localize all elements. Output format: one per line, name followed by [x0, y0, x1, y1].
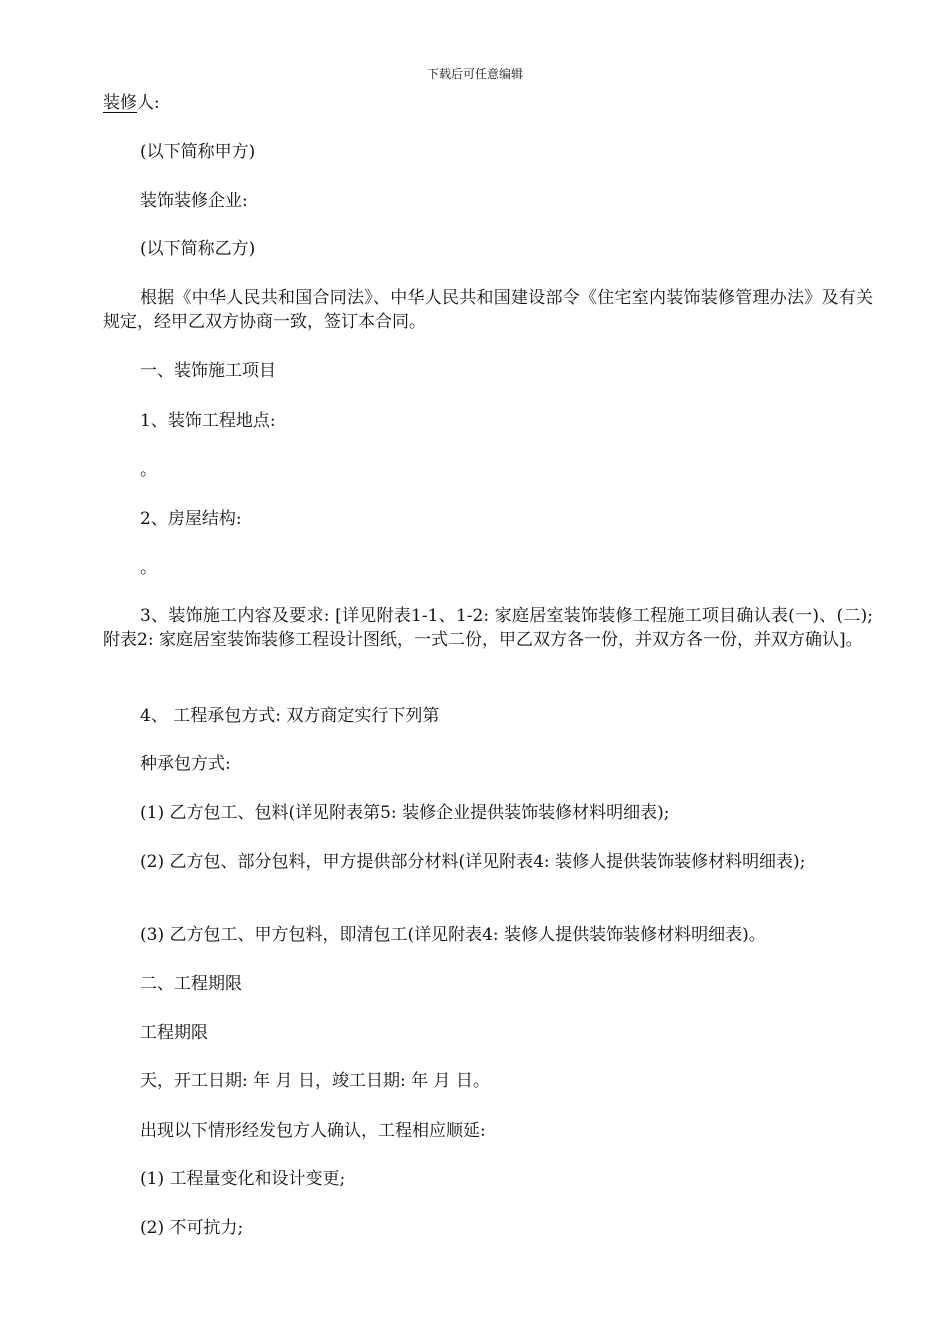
item-2-value: 。 — [140, 558, 157, 578]
mode-option-1: (1) 乙方包工、包料(详见附表第5: 装修企业提供装饰装修材料明细表); — [140, 803, 670, 823]
party-b-note: (以下简称乙方) — [140, 239, 256, 259]
party-b-label: 装饰装修企业: — [140, 191, 248, 211]
duration-label: 工程期限 — [140, 1023, 208, 1043]
party-a-label — [103, 91, 873, 115]
party-a-note: (以下简称甲方) — [140, 142, 256, 162]
item-3-content: 3、装饰施工内容及要求: [详见附表1-1、1-2: 家庭居室装饰装修工程施工项目确认表(一)、(二);附表2: 家庭居室装饰装修工程设计图纸，一式二份，甲乙双方各一份，并双方各一份，并双方确认]。 — [103, 606, 873, 650]
item-2-structure: 2、房屋结构: — [140, 509, 242, 529]
extension-condition-2: (2) 不可抗力; — [140, 1218, 244, 1238]
item-1-location: 1、装饰工程地点: — [140, 411, 276, 431]
party-a-label-underlined: 装修 — [103, 93, 137, 113]
item-4-contract-mode: 4、 工程承包方式: 双方商定实行下列第 — [140, 706, 440, 726]
contract-preamble: 根据《中华人民共和国合同法》、中华人民共和国建设部令《住宅室内装饰装修管理办法》及有关规定，经甲乙双方协商一致，签订本合同。 — [103, 288, 873, 332]
party-a-label-rest: 人: — [137, 93, 160, 113]
page-header: 下载后可任意编辑 — [426, 67, 523, 81]
section-2-heading: 二、工程期限 — [140, 974, 242, 994]
item-1-value: 。 — [140, 460, 157, 480]
extension-condition-1: (1) 工程量变化和设计变更; — [140, 1169, 346, 1189]
item-4-contract-mode-cont: 种承包方式: — [140, 754, 231, 774]
duration-dates: 天，开工日期: 年 月 日，竣工日期: 年 月 日。 — [140, 1071, 490, 1091]
mode-option-3: (3) 乙方包工、甲方包料，即清包工(详见附表4: 装修人提供装饰装修材料明细表)。 — [140, 925, 766, 945]
mode-option-2: (2) 乙方包、部分包料，甲方提供部分材料(详见附表4: 装修人提供装饰装修材料明细表); — [140, 852, 806, 872]
extension-conditions: 出现以下情形经发包方人确认，工程相应顺延: — [140, 1121, 486, 1141]
section-1-heading: 一、装饰施工项目 — [140, 361, 276, 381]
